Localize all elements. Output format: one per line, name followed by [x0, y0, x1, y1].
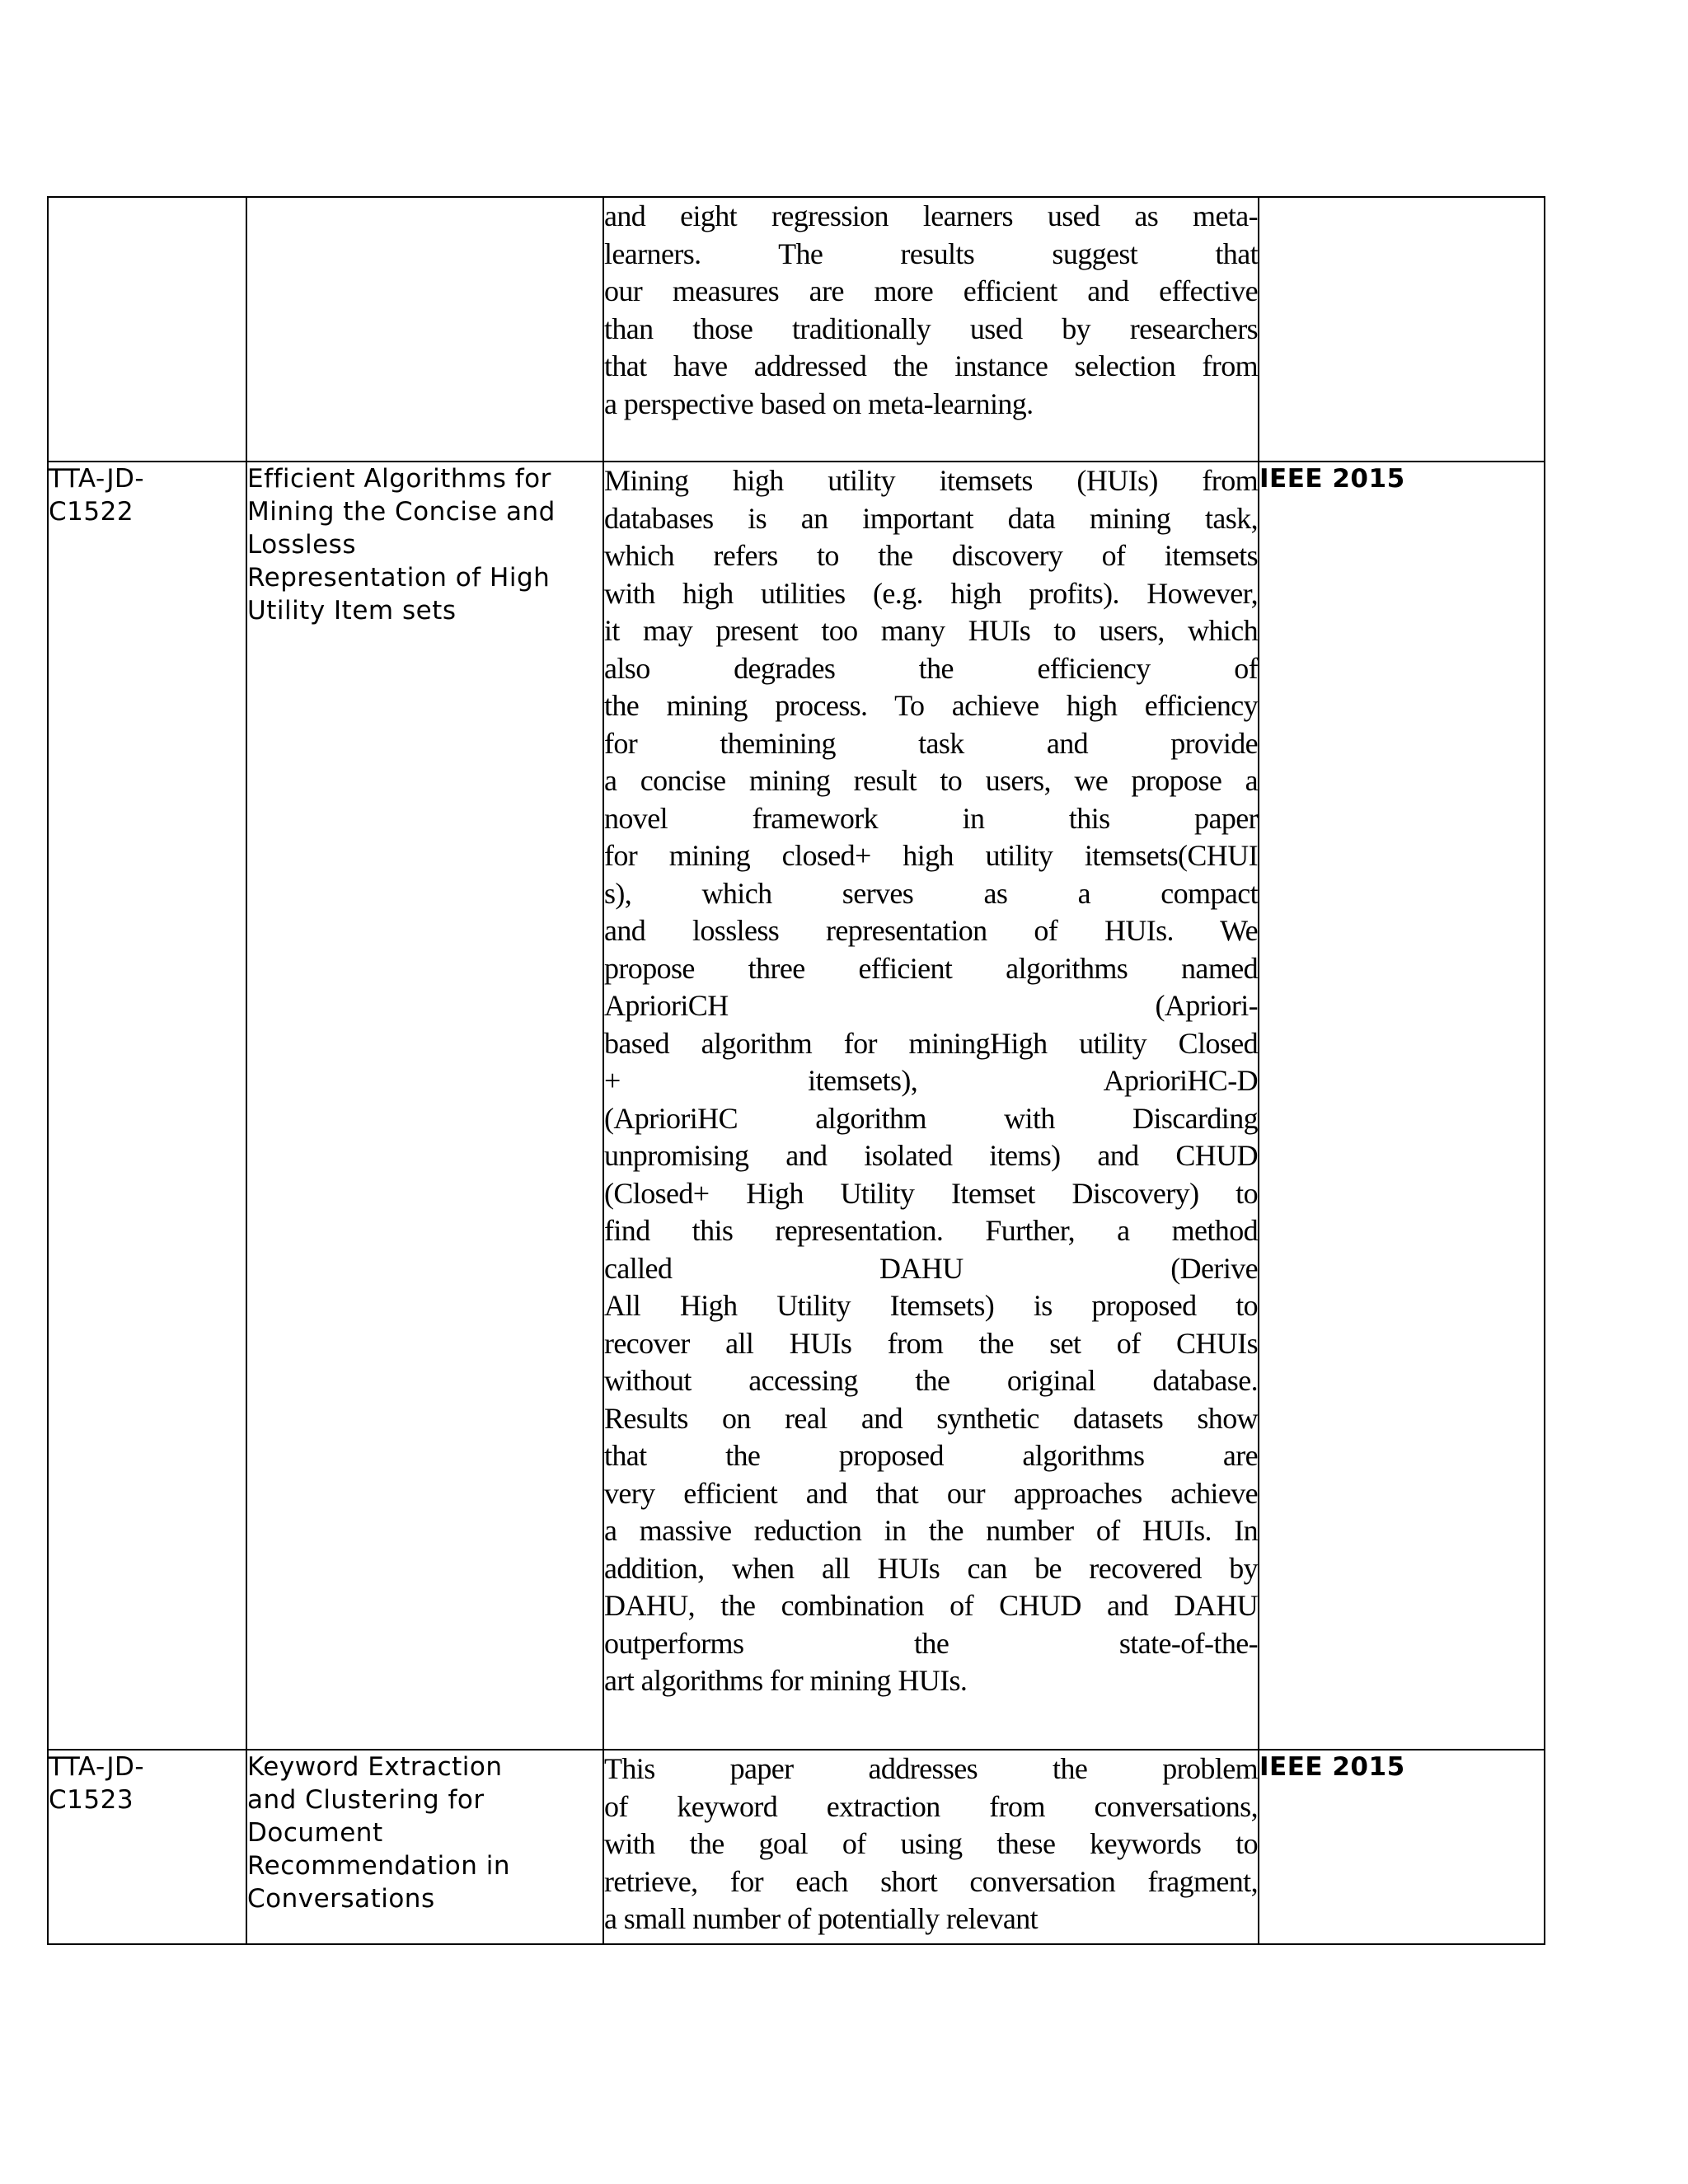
table-row: [48, 197, 1545, 462]
project-code-line: C1522: [49, 497, 134, 527]
abstract-line: retrieve, for each short conversation fragment,: [604, 1864, 1258, 1898]
abstract-line: (AprioriHC algorithm with Discarding: [604, 1101, 1258, 1135]
abstract-line: than those traditionally used by researchers: [604, 312, 1258, 345]
abstract-line: find this representation. Further, a method: [604, 1214, 1258, 1247]
project-code-cell: [48, 462, 246, 1750]
paper-title-cell: [246, 197, 603, 462]
abstract-line: for mining closed+ high utility itemsets(CHUI: [604, 839, 1258, 872]
abstract-line: databases is an important data mining task,: [604, 501, 1258, 535]
abstract-line: All High Utility Itemsets) is proposed to: [604, 1289, 1258, 1322]
year-cell: IEEE 2015: [1259, 462, 1545, 1750]
abstract-line: called DAHU (Derive: [604, 1251, 1258, 1285]
year-cell: IEEE 2015: [1259, 1750, 1545, 1944]
abstract-line: our measures are more efficient and effective: [604, 274, 1258, 307]
paper-title-line: Keyword Extraction: [247, 1752, 503, 1782]
abstract-line: (Closed+ High Utility Itemset Discovery) to: [604, 1176, 1258, 1210]
abstract-line: This paper addresses the problem: [604, 1752, 1258, 1785]
abstract-line: unpromising and isolated items) and CHUD: [604, 1139, 1258, 1172]
abstract-cell: [603, 197, 1259, 462]
table-row: [48, 1750, 1545, 1944]
abstract-line: a massive reduction in the number of HUIs. In: [604, 1514, 1258, 1547]
abstract-line: with the goal of using these keywords to: [604, 1827, 1258, 1860]
abstract-line: novel framework in this paper: [604, 801, 1258, 835]
project-code-cell: [48, 1750, 246, 1944]
project-code-line: TTA-JD-: [49, 464, 145, 494]
abstract-line: the mining process. To achieve high efficiency: [604, 689, 1258, 722]
abstract-cell: [603, 462, 1259, 1750]
paper-title-cell: [246, 462, 603, 1750]
abstract-line: very efficient and that our approaches achieve: [604, 1476, 1258, 1510]
abstract-cell: [603, 1750, 1259, 1944]
abstract-line: that have addressed the instance selection from: [604, 349, 1258, 382]
abstract-line: learners. The results suggest that: [604, 237, 1258, 270]
abstract-line: DAHU, the combination of CHUD and DAHU: [604, 1589, 1258, 1622]
paper-title-line: Efficient Algorithms for: [247, 464, 551, 494]
table-row: [48, 462, 1545, 1750]
abstract-line: recover all HUIs from the set of CHUIs: [604, 1326, 1258, 1360]
paper-title-line: Document: [247, 1818, 383, 1848]
abstract-line: a concise mining result to users, we propose a: [604, 764, 1258, 797]
abstract-line: + itemsets), AprioriHC-D: [604, 1064, 1258, 1097]
paper-title-line: Recommendation in: [247, 1851, 511, 1881]
project-code-line: C1523: [49, 1785, 134, 1815]
abstract-line: which refers to the discovery of itemsets: [604, 539, 1258, 572]
paper-title-line: Representation of High: [247, 563, 551, 593]
abstract-line: and lossless representation of HUIs. We: [604, 914, 1258, 947]
paper-list-table: [47, 196, 1545, 1945]
abstract-line: that the proposed algorithms are: [604, 1439, 1258, 1472]
paper-title-cell: [246, 1750, 603, 1944]
abstract-line: without accessing the original database.: [604, 1364, 1258, 1397]
abstract-line: based algorithm for miningHigh utility Closed: [604, 1026, 1258, 1060]
paper-title-line: and Clustering for: [247, 1785, 485, 1815]
abstract-line: propose three efficient algorithms named: [604, 951, 1258, 985]
abstract-line: AprioriCH (Apriori-: [604, 989, 1258, 1022]
abstract-line: with high utilities (e.g. high profits). However,: [604, 576, 1258, 610]
paper-title-line: Mining the Concise and: [247, 497, 556, 527]
abstract-line: art algorithms for mining HUIs.: [604, 1664, 968, 1697]
paper-title-line: Lossless: [247, 530, 356, 560]
abstract-line: Results on real and synthetic datasets show: [604, 1401, 1258, 1435]
abstract-line: addition, when all HUIs can be recovered by: [604, 1551, 1258, 1585]
project-code-line: TTA-JD-: [49, 1752, 145, 1782]
abstract-line: a small number of potentially relevant: [604, 1902, 1039, 1935]
abstract-line: and eight regression learners used as meta-: [604, 199, 1258, 232]
abstract-line: for themining task and provide: [604, 726, 1258, 760]
paper-title-line: Utility Item sets: [247, 596, 457, 626]
abstract-line: outperforms the state-of-the-: [604, 1626, 1258, 1660]
abstract-line: it may present too many HUIs to users, which: [604, 614, 1258, 647]
abstract-line: s), which serves as a compact: [604, 876, 1258, 910]
abstract-line: of keyword extraction from conversations,: [604, 1789, 1258, 1823]
abstract-line: also degrades the efficiency of: [604, 651, 1258, 685]
paper-title-line: Conversations: [247, 1884, 435, 1914]
abstract-line: Mining high utility itemsets (HUIs) from: [604, 464, 1258, 497]
abstract-line: a perspective based on meta-learning.: [604, 387, 1034, 420]
project-code-cell: [48, 197, 246, 462]
year-cell: [1259, 197, 1545, 462]
